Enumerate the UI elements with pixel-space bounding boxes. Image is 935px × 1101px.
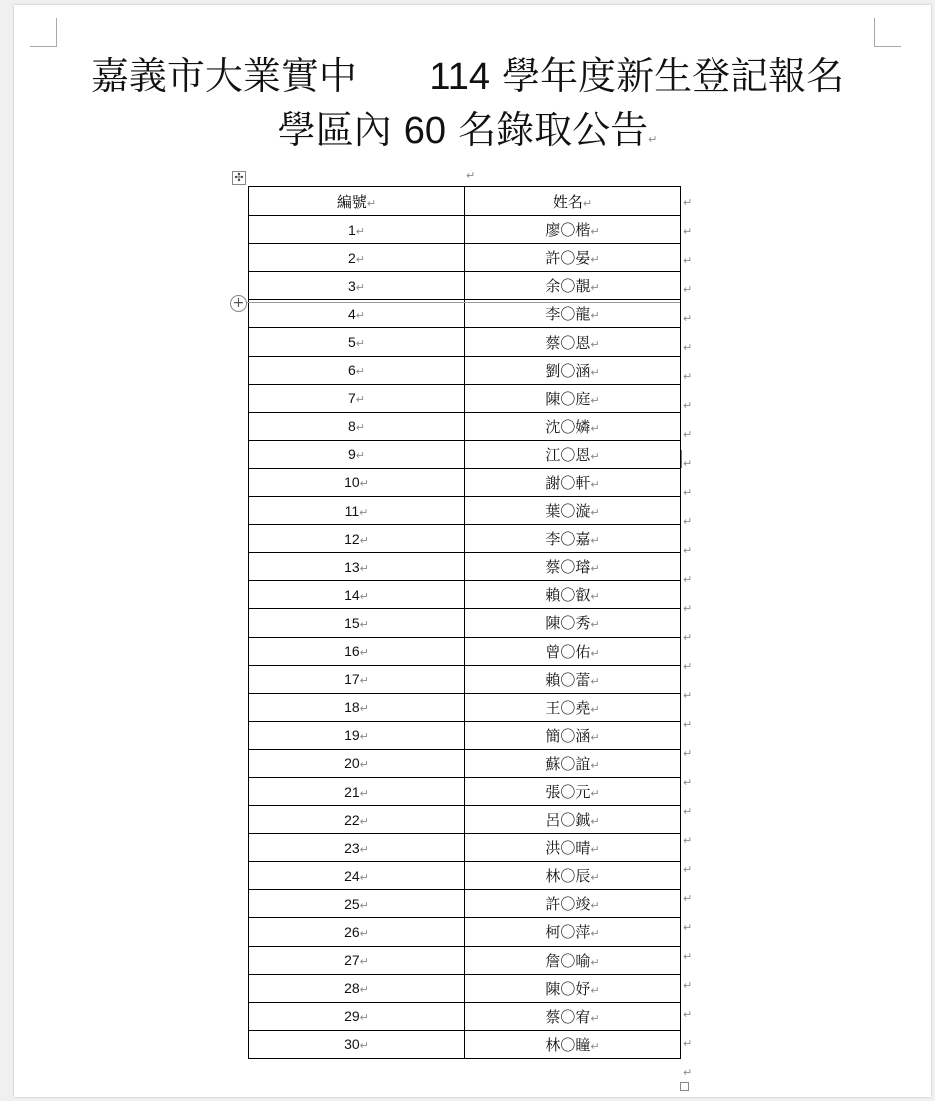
cell-name[interactable]: 廖〇楷↵ bbox=[465, 216, 681, 244]
row-end-mark: ↵ bbox=[683, 428, 693, 441]
cell-name[interactable]: 張〇元↵ bbox=[465, 777, 681, 805]
row-end-mark: ↵ bbox=[683, 399, 693, 412]
paragraph-mark: ↵ bbox=[648, 133, 658, 146]
insert-row-icon[interactable]: + bbox=[230, 295, 247, 312]
row-end-mark: ↵ bbox=[683, 486, 693, 499]
cell-number[interactable]: 25↵ bbox=[249, 890, 465, 918]
row-end-mark: ↵ bbox=[683, 196, 693, 209]
column-resize-cursor bbox=[681, 450, 682, 468]
cell-number[interactable]: 11↵ bbox=[249, 497, 465, 525]
table-row bbox=[249, 749, 681, 777]
cell-name[interactable]: 李〇嘉↵ bbox=[465, 525, 681, 553]
cell-number[interactable]: 4↵ bbox=[249, 300, 465, 328]
cell-number[interactable]: 7↵ bbox=[249, 384, 465, 412]
cell-number[interactable]: 23↵ bbox=[249, 834, 465, 862]
cell-name[interactable]: 沈〇嫾↵ bbox=[465, 412, 681, 440]
cell-number[interactable]: 13↵ bbox=[249, 553, 465, 581]
row-end-mark: ↵ bbox=[683, 602, 693, 615]
cell-number[interactable]: 17↵ bbox=[249, 665, 465, 693]
row-end-mark: ↵ bbox=[683, 544, 693, 557]
cell-number[interactable]: 28↵ bbox=[249, 974, 465, 1002]
header-cell-number[interactable]: 編號↵ bbox=[249, 187, 465, 216]
table-row bbox=[249, 946, 681, 974]
cell-number[interactable]: 6↵ bbox=[249, 356, 465, 384]
cell-number[interactable]: 1↵ bbox=[249, 216, 465, 244]
table-row bbox=[249, 862, 681, 890]
cell-name[interactable]: 賴〇蕾↵ bbox=[465, 665, 681, 693]
cell-name[interactable]: 劉〇涵↵ bbox=[465, 356, 681, 384]
title-registration: 學年度新生登記報名 bbox=[502, 54, 845, 98]
cell-name[interactable]: 洪〇晴↵ bbox=[465, 834, 681, 862]
row-end-mark: ↵ bbox=[683, 863, 693, 876]
cell-name[interactable]: 曾〇佑↵ bbox=[465, 637, 681, 665]
row-end-mark: ↵ bbox=[683, 1066, 693, 1079]
document-title-line-1 bbox=[0, 54, 935, 99]
title-district: 學區內 bbox=[277, 108, 392, 152]
title-announcement: 名錄取公告 bbox=[458, 108, 649, 152]
row-end-mark: ↵ bbox=[683, 689, 693, 702]
table-row bbox=[249, 384, 681, 412]
title-school: 嘉義市大業實中 bbox=[90, 54, 357, 98]
cell-name[interactable]: 柯〇萍↵ bbox=[465, 918, 681, 946]
cell-name[interactable]: 簡〇涵↵ bbox=[465, 721, 681, 749]
table-row bbox=[249, 777, 681, 805]
cell-number[interactable]: 21↵ bbox=[249, 777, 465, 805]
table-row bbox=[249, 609, 681, 637]
table-row bbox=[249, 412, 681, 440]
cell-number[interactable]: 5↵ bbox=[249, 328, 465, 356]
row-end-mark: ↵ bbox=[683, 254, 693, 267]
table-row bbox=[249, 440, 681, 468]
cell-name[interactable]: 林〇辰↵ bbox=[465, 862, 681, 890]
insert-row-guide bbox=[244, 302, 680, 303]
table-move-handle-icon[interactable]: ✣ bbox=[232, 171, 246, 185]
header-cell-name[interactable]: 姓名↵ bbox=[465, 187, 681, 216]
table-row bbox=[249, 328, 681, 356]
table-row bbox=[249, 468, 681, 496]
table-row bbox=[249, 244, 681, 272]
cell-name[interactable]: 蘇〇誼↵ bbox=[465, 749, 681, 777]
row-end-mark: ↵ bbox=[683, 1037, 693, 1050]
cell-number[interactable]: 18↵ bbox=[249, 693, 465, 721]
table-row bbox=[249, 497, 681, 525]
table-row bbox=[249, 1030, 681, 1058]
cell-number[interactable]: 29↵ bbox=[249, 1002, 465, 1030]
cell-number[interactable]: 27↵ bbox=[249, 946, 465, 974]
cell-number[interactable]: 3↵ bbox=[249, 272, 465, 300]
admission-table bbox=[248, 186, 681, 1059]
table-row bbox=[249, 216, 681, 244]
crop-mark-top-right bbox=[874, 18, 901, 47]
cell-number[interactable]: 8↵ bbox=[249, 412, 465, 440]
cell-name[interactable]: 許〇晏↵ bbox=[465, 244, 681, 272]
table-row bbox=[249, 300, 681, 328]
table-row bbox=[249, 974, 681, 1002]
cell-name[interactable]: 蔡〇璿↵ bbox=[465, 553, 681, 581]
cell-number[interactable]: 2↵ bbox=[249, 244, 465, 272]
table-row bbox=[249, 890, 681, 918]
cell-number[interactable]: 12↵ bbox=[249, 525, 465, 553]
cell-name[interactable]: 林〇瞳↵ bbox=[465, 1030, 681, 1058]
table-header-row bbox=[249, 187, 681, 216]
cell-number[interactable]: 20↵ bbox=[249, 749, 465, 777]
row-end-mark: ↵ bbox=[683, 225, 693, 238]
row-end-mark: ↵ bbox=[683, 631, 693, 644]
cell-number[interactable]: 10↵ bbox=[249, 468, 465, 496]
row-end-mark: ↵ bbox=[683, 892, 693, 905]
cell-name[interactable]: 呂〇鋮↵ bbox=[465, 806, 681, 834]
table-resize-handle[interactable] bbox=[680, 1082, 689, 1091]
table-row bbox=[249, 834, 681, 862]
table-row bbox=[249, 665, 681, 693]
table-row bbox=[249, 806, 681, 834]
cell-name[interactable]: 葉〇漩↵ bbox=[465, 497, 681, 525]
row-end-mark: ↵ bbox=[683, 370, 693, 383]
row-end-mark: ↵ bbox=[683, 573, 693, 586]
table-row bbox=[249, 693, 681, 721]
cell-number[interactable]: 26↵ bbox=[249, 918, 465, 946]
document-title-line-2 bbox=[0, 108, 935, 162]
cell-name[interactable]: 賴〇叡↵ bbox=[465, 581, 681, 609]
cell-name[interactable]: 陳〇妤↵ bbox=[465, 974, 681, 1002]
row-end-mark: ↵ bbox=[683, 718, 693, 731]
table-row bbox=[249, 581, 681, 609]
row-end-mark: ↵ bbox=[683, 805, 693, 818]
cell-name[interactable]: 蔡〇宥↵ bbox=[465, 1002, 681, 1030]
cell-name[interactable]: 江〇恩↵ bbox=[465, 440, 681, 468]
cell-name[interactable]: 蔡〇恩↵ bbox=[465, 328, 681, 356]
table-row bbox=[249, 525, 681, 553]
row-end-mark: ↵ bbox=[683, 834, 693, 847]
cell-name[interactable]: 王〇堯↵ bbox=[465, 693, 681, 721]
table-row bbox=[249, 272, 681, 300]
table-row bbox=[249, 553, 681, 581]
cell-number[interactable]: 24↵ bbox=[249, 862, 465, 890]
cell-number[interactable]: 15↵ bbox=[249, 609, 465, 637]
title-count: 60 bbox=[403, 110, 447, 152]
cell-number[interactable]: 19↵ bbox=[249, 721, 465, 749]
cell-name[interactable]: 余〇靚↵ bbox=[465, 272, 681, 300]
title-year: 114 bbox=[429, 56, 490, 98]
cell-name[interactable]: 詹〇喻↵ bbox=[465, 946, 681, 974]
row-end-mark: ↵ bbox=[683, 341, 693, 354]
row-end-marks bbox=[683, 186, 695, 1085]
paragraph-mark: ↵ bbox=[466, 169, 476, 182]
cell-number[interactable]: 9↵ bbox=[249, 440, 465, 468]
cell-name[interactable]: 許〇竣↵ bbox=[465, 890, 681, 918]
table-row bbox=[249, 721, 681, 749]
row-end-mark: ↵ bbox=[683, 921, 693, 934]
table-row bbox=[249, 356, 681, 384]
row-end-mark: ↵ bbox=[683, 283, 693, 296]
row-end-mark: ↵ bbox=[683, 312, 693, 325]
table-row bbox=[249, 1002, 681, 1030]
row-end-mark: ↵ bbox=[683, 747, 693, 760]
row-end-mark: ↵ bbox=[683, 457, 693, 470]
cell-name[interactable]: 陳〇庭↵ bbox=[465, 384, 681, 412]
row-end-mark: ↵ bbox=[683, 515, 693, 528]
row-end-mark: ↵ bbox=[683, 950, 693, 963]
row-end-mark: ↵ bbox=[683, 1008, 693, 1021]
cell-number[interactable]: 22↵ bbox=[249, 806, 465, 834]
table-row bbox=[249, 637, 681, 665]
cell-name[interactable]: 謝〇軒↵ bbox=[465, 468, 681, 496]
row-end-mark: ↵ bbox=[683, 660, 693, 673]
cell-number[interactable]: 16↵ bbox=[249, 637, 465, 665]
crop-mark-top-left bbox=[30, 18, 57, 47]
table-row bbox=[249, 918, 681, 946]
cell-name[interactable]: 李〇龍↵ bbox=[465, 300, 681, 328]
cell-number[interactable]: 14↵ bbox=[249, 581, 465, 609]
row-end-mark: ↵ bbox=[683, 979, 693, 992]
cell-number[interactable]: 30↵ bbox=[249, 1030, 465, 1058]
row-end-mark: ↵ bbox=[683, 776, 693, 789]
cell-name[interactable]: 陳〇秀↵ bbox=[465, 609, 681, 637]
